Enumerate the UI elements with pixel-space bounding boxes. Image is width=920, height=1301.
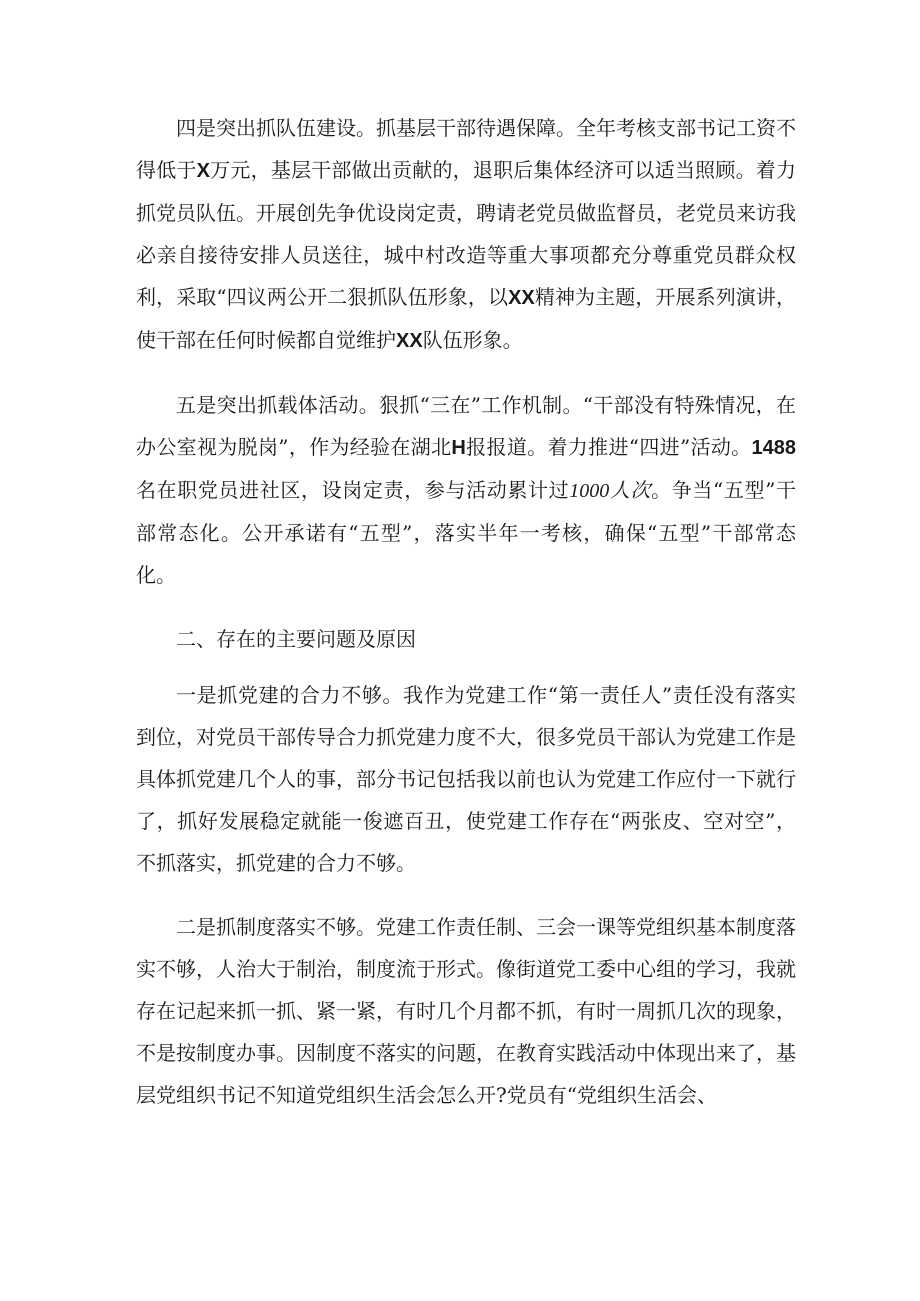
- section-heading: 二、存在的主要问题及原因: [176, 627, 416, 651]
- text-run: 五是突出抓载体活动。狠抓“三在”工作机制。“干部没有特殊情况，在办公室视为脱岗”，作为经验在湖北: [136, 393, 796, 459]
- text-run: 1488: [751, 437, 796, 459]
- text-run: 报报道。着力推进“四进”活动。: [465, 435, 752, 459]
- paragraph-team-building: [136, 107, 796, 362]
- text-run: 万元，基层干部做出贡献的，退职后集体经济可以适当照顾。着力抓党员队伍。开展创先争优设岗定责，聘请老党员做监督员，老党员来访我必亲自接待安排人员送往，城中村改造等重大事项都充分尊重党员群众权利，采取“四议两公开二狠抓队伍形象，以: [136, 158, 797, 309]
- text-run: 1000人次: [569, 480, 652, 502]
- paragraph-system-implementation: 二是抓制度落实不够。党建工作责任制、三会一课等党组织基本制度落实不够，人治大于制治，制度流于形式。像街道党工委中心组的学习，我就存在记起来抓一抓、紧一紧，有时几个月都不抓，有时一周抓几次的现象，不是按制度办事。因制度不落实的问题，在教育实践活动中体现出来了，基层党组织书记不知道党组织生活会怎么开?党员有“党组织生活会、: [136, 915, 796, 1107]
- text-run: 。争当“五型”干部常态化。公开承诺有“五型”，落实半年一考核，确保“五型”干部常态化。: [136, 478, 797, 587]
- text-run: 名在职党员进社区，设岗定责，参与活动累计过: [136, 478, 570, 502]
- text-run: 队伍形象。: [422, 328, 523, 352]
- text-run: XX: [508, 287, 535, 309]
- document-body: [136, 107, 796, 1138]
- paragraph-carrier-activities: [136, 384, 796, 596]
- text-run: 四是突出抓队伍建设。抓基层干部待遇保障。全年考核支部书记工资不得低于: [136, 116, 796, 182]
- paragraph-party-building-synergy: 一是抓党建的合力不够。我作为党建工作“第一责任人”责任没有落实到位，对党员干部传导合力抓党建力度不大，很多党员干部认为党建工作是具体抓党建几个人的事，部分书记包括我以前也认为党建工作应付一下就行了，抓好发展稳定就能一俊遮百丑，使党建工作存在“两张皮、空对空”，不抓落实，抓党建的合力不够。: [136, 683, 796, 875]
- text-run: XX: [396, 330, 423, 352]
- text-run: H: [451, 437, 466, 459]
- text-run: X: [196, 160, 210, 182]
- text-run: 精神为主题，开展系列演讲，使干部在任何时候都自觉维护: [136, 285, 797, 352]
